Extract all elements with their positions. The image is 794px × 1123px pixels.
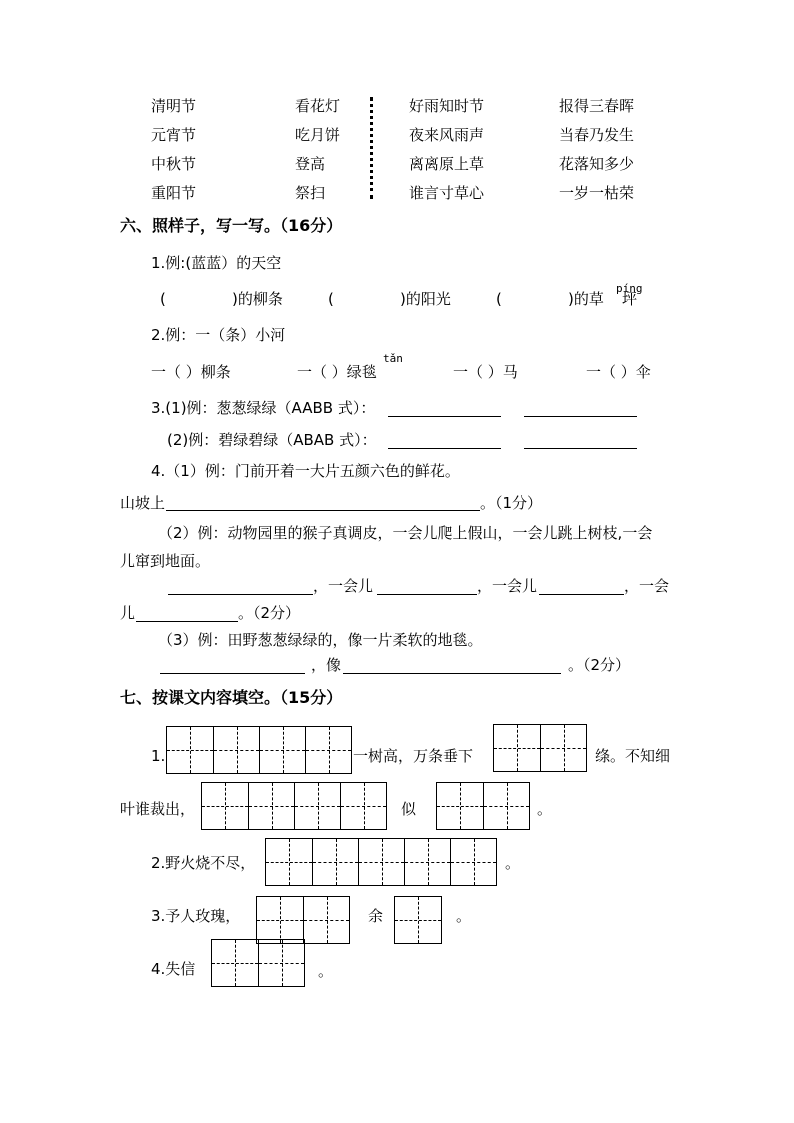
q4-s1-prefix: 山坡上: [120, 494, 166, 512]
custom-2: 吃月饼: [295, 126, 341, 144]
s7-q2-grid[interactable]: [265, 838, 497, 886]
q4-s2-example: （2）例：动物园里的猴子真调皮，一会儿爬上假山，一会儿跳上树枝,一会: [158, 524, 653, 542]
verse-first-3: 离离原上草: [409, 155, 485, 173]
q3-blank-2[interactable]: [524, 416, 637, 417]
verse-second-3: 花落知多少: [559, 155, 635, 173]
s7-q1-grid-c[interactable]: [201, 782, 387, 830]
q4-s2-part1: ，一会儿: [313, 577, 374, 595]
q1-paren-open-1: (: [160, 290, 166, 308]
verse-second-4: 一岁一枯荣: [559, 184, 635, 202]
s7-q3-mid: 余: [368, 907, 384, 925]
s7-q1-grid-d[interactable]: [436, 782, 530, 830]
festival-1: 清明节: [151, 97, 197, 115]
q4-s2-part4: 儿: [120, 604, 136, 622]
q3-blank-3[interactable]: [388, 448, 501, 449]
q4-s2-example-cont: 儿窜到地面。: [120, 552, 211, 570]
verse-first-1: 好雨知时节: [409, 97, 485, 115]
verse-first-2: 夜来风雨声: [409, 126, 485, 144]
s7-q4-prefix: 4.失信: [151, 960, 196, 978]
verse-second-1: 报得三春晖: [559, 97, 635, 115]
q4-s1-blank[interactable]: [166, 510, 480, 511]
q2-item-3: 一（ ）马: [453, 363, 518, 381]
s7-q4-grid[interactable]: [211, 939, 305, 987]
char-ping: 坪: [622, 290, 638, 308]
q1-blank-lawn: )的草: [568, 290, 604, 308]
q4-s2-part3: ，一会: [624, 577, 670, 595]
q3-blank-1[interactable]: [388, 416, 501, 417]
q2-example: 2.例：一（条）小河: [151, 326, 286, 344]
q4-s2-blank-3[interactable]: [539, 594, 624, 595]
q2-item-2: 一（ ）绿毯: [297, 363, 377, 381]
s7-q3-end: 。: [456, 907, 472, 925]
q3-line1: 3.(1)例：葱葱绿绿（AABB 式）：: [151, 399, 376, 417]
s7-q3-grid-b[interactable]: [394, 896, 442, 944]
q4-s2-blank-4[interactable]: [136, 621, 238, 622]
q4-s3-mid: ，像: [311, 656, 342, 674]
s7-q1-num: 1.: [151, 747, 166, 765]
custom-3: 登高: [295, 155, 326, 173]
s7-q3-prefix: 3.予人玫瑰，: [151, 907, 241, 925]
q4-s1-example: 4.（1）例：门前开着一大片五颜六色的鲜花。: [151, 462, 460, 480]
festival-2: 元宵节: [151, 126, 197, 144]
s7-q2-prefix: 2.野火烧不尽，: [151, 854, 256, 872]
s7-q3-grid-a[interactable]: [256, 896, 350, 944]
q4-s2-blank-2[interactable]: [377, 594, 477, 595]
q1-blank-willow: )的柳条: [232, 290, 283, 308]
festival-4: 重阳节: [151, 184, 197, 202]
q3-blank-4[interactable]: [524, 448, 637, 449]
q1-blank-sunshine: )的阳光: [400, 290, 451, 308]
q4-s1-end: 。（1分）: [480, 494, 543, 512]
q1-example: 1.例:(蓝蓝）的天空: [151, 254, 282, 272]
section6-title: 六、照样子，写一写。（16分）: [120, 216, 343, 235]
s7-q1-end: 绦。不知细: [595, 747, 671, 765]
q4-s3-blank-1[interactable]: [160, 673, 305, 674]
q4-s2-part2: ，一会儿: [477, 577, 538, 595]
q4-s3-example: （3）例：田野葱葱绿绿的，像一片柔软的地毯。: [158, 631, 483, 649]
q3-line2: (2)例：碧绿碧绿（ABAB 式）：: [167, 431, 377, 449]
s7-q4-end: 。: [318, 962, 334, 980]
custom-4: 祭扫: [295, 184, 326, 202]
q2-item-1: 一（ ）柳条: [151, 363, 231, 381]
pinyin-tan: tǎn: [383, 352, 403, 365]
q1-paren-open-3: (: [496, 290, 502, 308]
verse-first-4: 谁言寸草心: [409, 184, 485, 202]
q2-item-4: 一（ ）伞: [586, 363, 651, 381]
s7-q2-end: 。: [505, 854, 521, 872]
s7-q1-grid-b[interactable]: [493, 724, 587, 772]
q4-s3-end: 。（2分）: [568, 656, 631, 674]
s7-q1-line2-prefix: 叶谁裁出，: [120, 800, 196, 818]
section7-title: 七、按课文内容填空。（15分）: [120, 688, 343, 707]
dotted-divider: [370, 97, 373, 199]
s7-q1-grid-a[interactable]: [166, 726, 352, 774]
verse-second-2: 当春乃发生: [559, 126, 635, 144]
q4-s3-blank-2[interactable]: [343, 673, 561, 674]
q4-s2-end: 。（2分）: [238, 604, 301, 622]
q4-s2-blank-1[interactable]: [168, 594, 313, 595]
pinyin-ping: píng: [616, 282, 643, 295]
s7-q1-line2-end: 。: [537, 800, 553, 818]
custom-1: 看花灯: [295, 97, 341, 115]
festival-3: 中秋节: [151, 155, 197, 173]
s7-q1-line2-mid: 似: [401, 800, 417, 818]
q1-paren-open-2: (: [328, 290, 334, 308]
s7-q1-mid: 一树高，万条垂下: [353, 747, 474, 765]
